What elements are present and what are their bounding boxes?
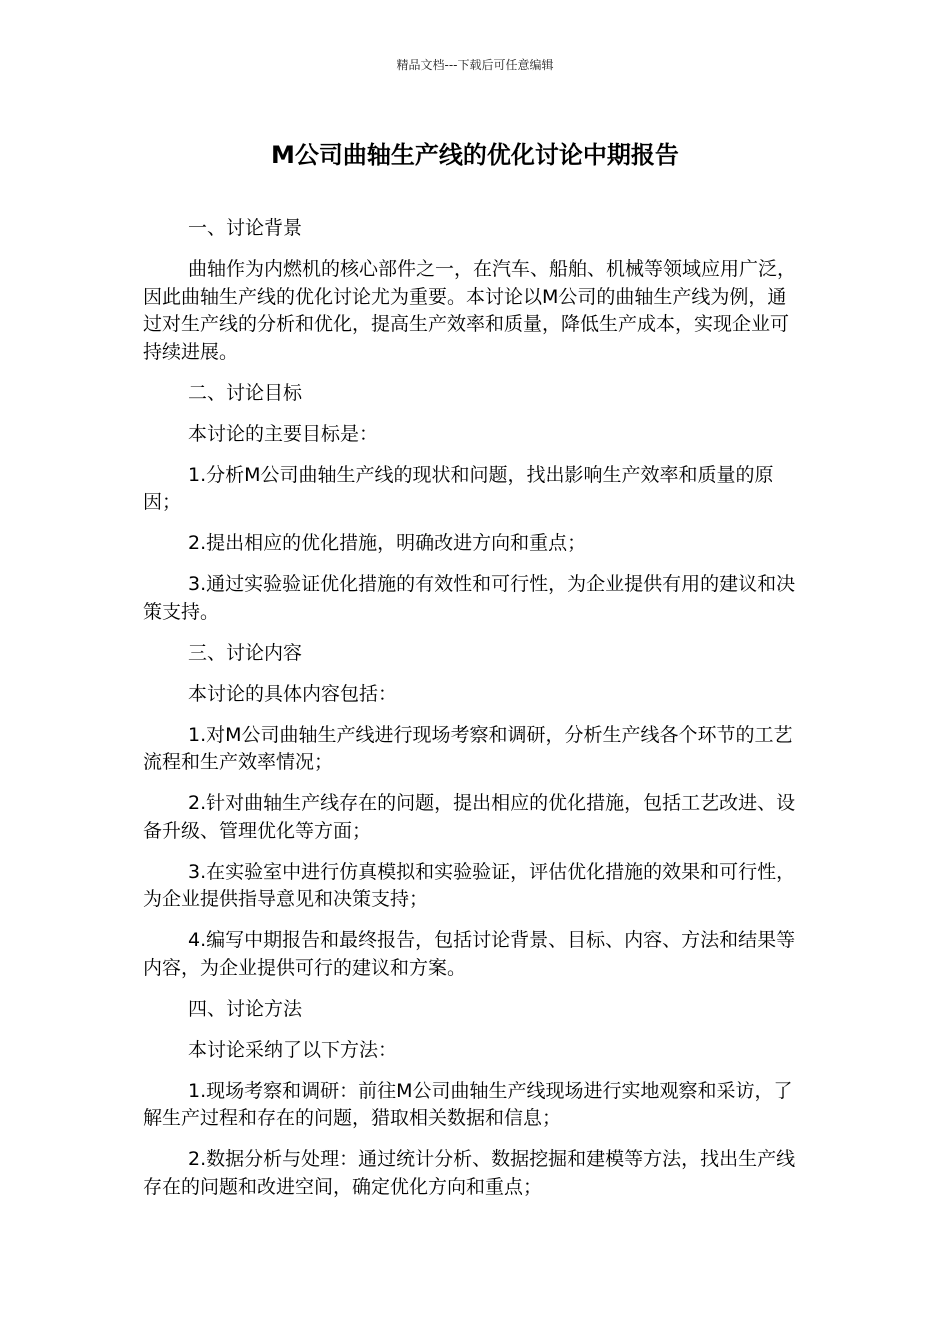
paragraph-methods-intro: 本讨论采纳了以下方法：	[188, 1038, 398, 1061]
header-note: 精品文档---下载后可任意编辑	[396, 58, 554, 72]
goal-item-3: 3.通过实验验证优化措施的有效性和可行性，为企业提供有用的建议和决策支持。	[143, 573, 796, 623]
content-item-3: 3.在实验室中进行仿真模拟和实验验证，评估优化措施的效果和可行性，为企业提供指导意见和决策支持；	[143, 860, 796, 910]
paragraph-content-intro: 本讨论的具体内容包括：	[188, 682, 398, 705]
goal-item-1: 1.分析M公司曲轴生产线的现状和问题，找出影响生产效率和质量的原因；	[143, 463, 774, 513]
section-heading-content: 三、讨论内容	[188, 641, 303, 664]
section-heading-methods: 四、讨论方法	[188, 997, 303, 1020]
document-body	[143, 215, 798, 1215]
method-item-2: 2.数据分析与处理：通过统计分析、数据挖掘和建模等方法，找出生产线存在的问题和改进空间，确定优化方向和重点；	[143, 1148, 796, 1198]
section-heading-goals: 二、讨论目标	[188, 381, 303, 404]
document-title: M公司曲轴生产线的优化讨论中期报告	[271, 141, 679, 169]
content-item-4: 4.编写中期报告和最终报告，包括讨论背景、目标、内容、方法和结果等内容，为企业提供可行的建议和方案。	[143, 929, 796, 979]
section-heading-background: 一、讨论背景	[188, 217, 303, 239]
paragraph-background: 曲轴作为内燃机的核心部件之一，在汽车、船舶、机械等领域应用广泛，因此曲轴生产线的优化讨论尤为重要。本讨论以M公司的曲轴生产线为例，通过对生产线的分析和优化，提高生产效率和质量，降低生产成本，实现企业可持续进展。	[143, 258, 797, 363]
content-item-1: 1.对M公司曲轴生产线进行现场考察和调研，分析生产线各个环节的工艺流程和生产效率情况；	[143, 723, 793, 773]
goal-item-2: 2.提出相应的优化措施，明确改进方向和重点；	[188, 532, 587, 554]
paragraph-goals-intro: 本讨论的主要目标是：	[188, 422, 379, 445]
method-item-1: 1.现场考察和调研：前往M公司曲轴生产线现场进行实地观察和采访，了解生产过程和存在的问题，猎取相关数据和信息；	[143, 1079, 793, 1129]
content-item-2: 2.针对曲轴生产线存在的问题，提出相应的优化措施，包括工艺改进、设备升级、管理优化等方面；	[143, 792, 796, 842]
